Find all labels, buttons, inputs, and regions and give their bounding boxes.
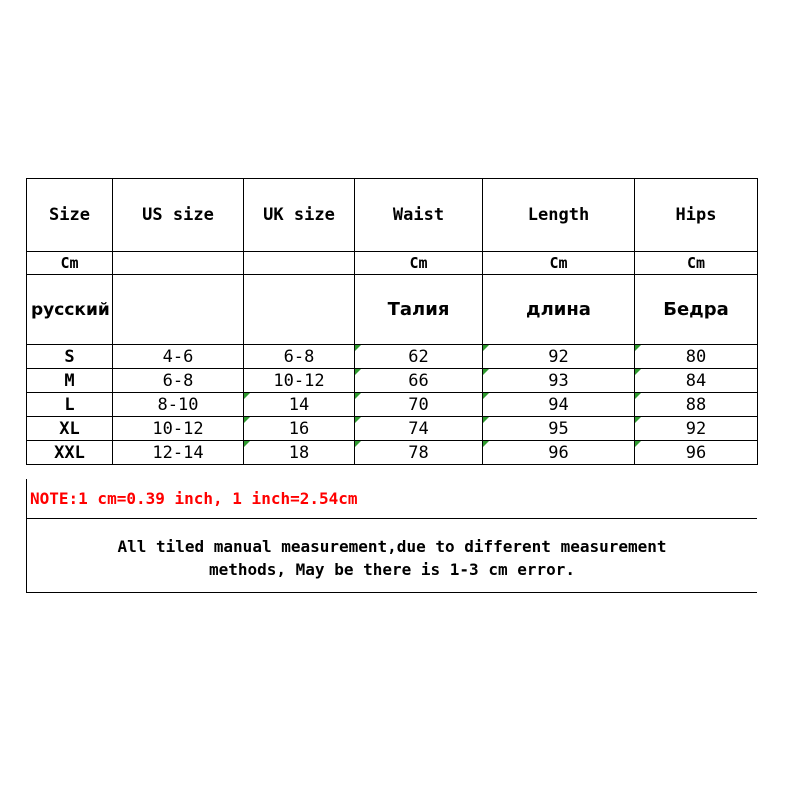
russian-hips: Бедра	[635, 275, 758, 345]
cell-waist-value: 78	[408, 442, 429, 463]
corner-marker	[635, 393, 641, 399]
corner-marker	[355, 369, 361, 375]
table-row	[27, 345, 758, 369]
cell-size: XL	[27, 417, 113, 441]
cell-hips-value: 96	[685, 442, 707, 463]
russian-us	[113, 275, 244, 345]
cell-hips	[635, 345, 758, 369]
russian-length: длина	[483, 275, 635, 345]
unit-size: Cm	[27, 252, 113, 275]
cell-hips	[635, 441, 758, 465]
corner-marker	[635, 417, 641, 423]
cell-waist	[355, 345, 483, 369]
cell-uk-value: 18	[288, 442, 310, 463]
measurement-disclaimer	[26, 519, 757, 593]
cell-hips-value: 88	[685, 394, 707, 415]
corner-marker	[355, 393, 361, 399]
cell-uk: 6-8	[244, 345, 355, 369]
unit-us	[113, 252, 244, 275]
russian-uk	[244, 275, 355, 345]
cell-hips-value: 80	[685, 346, 707, 367]
cell-us: 10-12	[113, 417, 244, 441]
unit-uk	[244, 252, 355, 275]
cell-length	[483, 345, 635, 369]
cell-length-value: 96	[548, 442, 569, 463]
russian-row	[27, 275, 758, 345]
size-table	[26, 178, 758, 465]
header-uk-size: UK size	[244, 179, 355, 252]
unit-hips: Cm	[635, 252, 758, 275]
corner-marker	[355, 441, 361, 447]
corner-marker	[483, 441, 489, 447]
disclaimer-line-2: methods, May be there is 1-3 cm error.	[208, 560, 576, 579]
cell-waist-value: 74	[408, 418, 429, 439]
cell-size: M	[27, 369, 113, 393]
cell-hips	[635, 369, 758, 393]
corner-marker	[483, 417, 489, 423]
unit-length: Cm	[483, 252, 635, 275]
header-size: Size	[27, 179, 113, 252]
cell-waist	[355, 393, 483, 417]
cell-hips-value: 92	[685, 418, 707, 439]
cell-length	[483, 393, 635, 417]
cell-us: 8-10	[113, 393, 244, 417]
table-row	[27, 441, 758, 465]
conversion-note: NOTE:1 cm=0.39 inch, 1 inch=2.54cm	[26, 479, 757, 518]
header-waist: Waist	[355, 179, 483, 252]
header-row	[27, 179, 758, 252]
corner-marker	[244, 417, 250, 423]
cell-length-value: 92	[548, 346, 569, 367]
cell-length-value: 93	[548, 370, 569, 391]
corner-marker	[635, 345, 641, 351]
corner-marker	[355, 417, 361, 423]
corner-marker	[635, 441, 641, 447]
header-length: Length	[483, 179, 635, 252]
cell-uk	[244, 393, 355, 417]
cell-length	[483, 417, 635, 441]
cell-uk	[244, 417, 355, 441]
unit-waist: Cm	[355, 252, 483, 275]
cell-size: XXL	[27, 441, 113, 465]
cell-hips	[635, 393, 758, 417]
header-us-size: US size	[113, 179, 244, 252]
corner-marker	[355, 345, 361, 351]
cell-hips	[635, 417, 758, 441]
cell-hips-value: 84	[685, 370, 707, 391]
cell-waist	[355, 369, 483, 393]
cell-waist	[355, 441, 483, 465]
table-row	[27, 417, 758, 441]
cell-waist-value: 66	[408, 370, 429, 391]
russian-waist: Талия	[355, 275, 483, 345]
cell-us: 4-6	[113, 345, 244, 369]
cell-length-value: 95	[548, 418, 569, 439]
cell-uk-value: 16	[288, 418, 310, 439]
corner-marker	[483, 345, 489, 351]
header-hips: Hips	[635, 179, 758, 252]
cell-size: S	[27, 345, 113, 369]
cell-waist-value: 70	[408, 394, 429, 415]
cell-length-value: 94	[548, 394, 569, 415]
cell-us: 12-14	[113, 441, 244, 465]
table-row	[27, 369, 758, 393]
russian-size-label: русский	[27, 275, 113, 345]
corner-marker	[244, 441, 250, 447]
corner-marker	[483, 393, 489, 399]
cell-waist-value: 62	[408, 346, 429, 367]
cell-uk	[244, 441, 355, 465]
cell-length	[483, 369, 635, 393]
table-row	[27, 393, 758, 417]
corner-marker	[635, 369, 641, 375]
cell-waist	[355, 417, 483, 441]
cell-uk-value: 14	[288, 394, 310, 415]
corner-marker	[483, 369, 489, 375]
cell-us: 6-8	[113, 369, 244, 393]
unit-row	[27, 252, 758, 275]
size-chart	[26, 178, 757, 593]
corner-marker	[244, 393, 250, 399]
cell-uk: 10-12	[244, 369, 355, 393]
disclaimer-line-1: All tiled manual measurement,due to different measurement	[117, 537, 667, 556]
cell-length	[483, 441, 635, 465]
cell-size: L	[27, 393, 113, 417]
